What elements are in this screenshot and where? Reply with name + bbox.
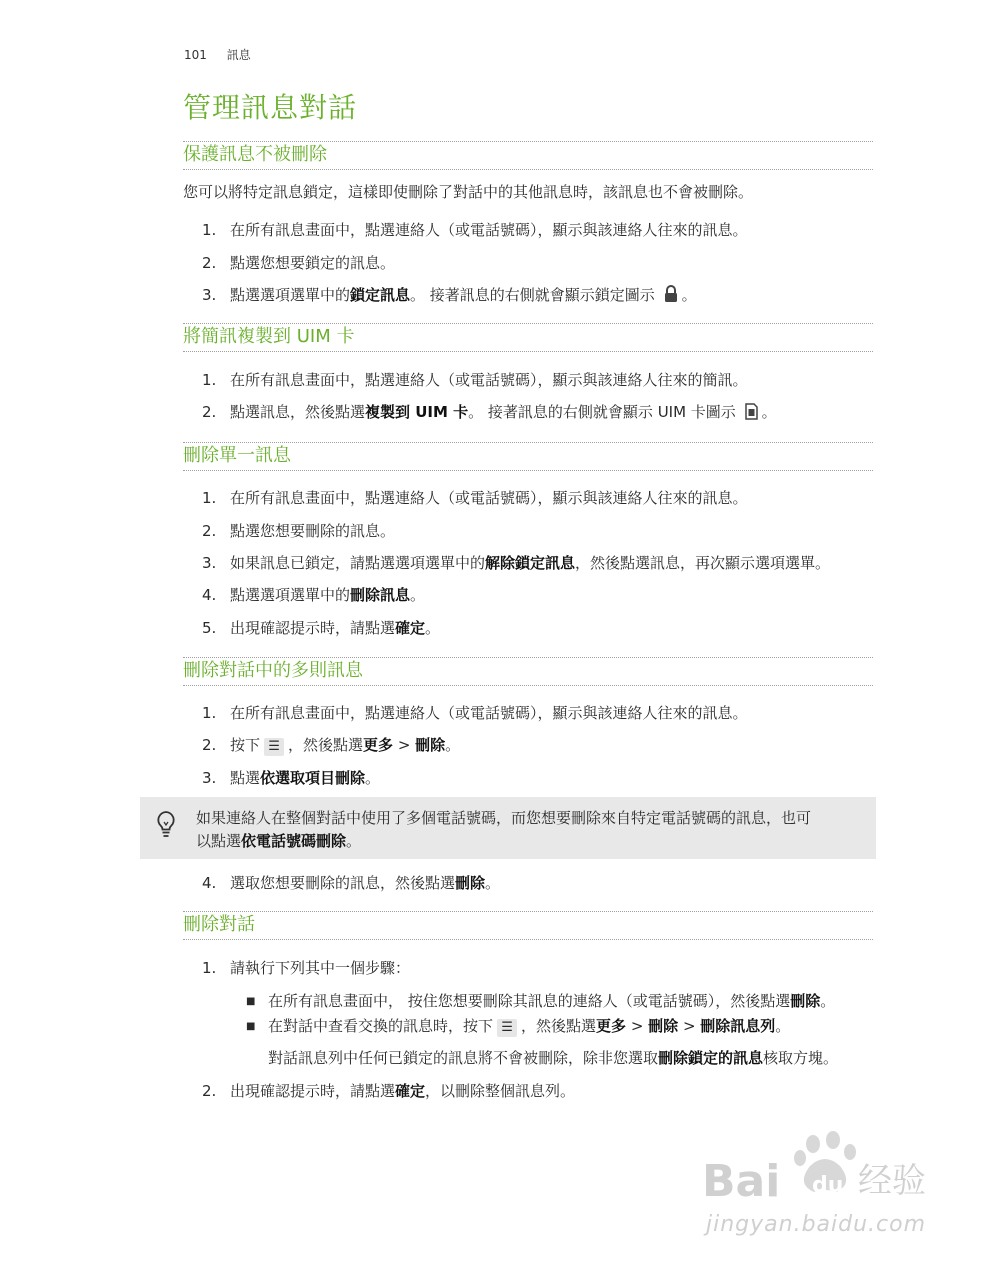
bullet-icon: ■ [246,1021,256,1032]
step-number: 3. [202,554,217,572]
step-text: 請執行下列其中一個步驟： [230,959,411,977]
step-text: 點選選項選單中的 [230,586,351,604]
svg-text:Bai: Bai [702,1156,781,1207]
bullet-text: 在對話中查看交換的訊息時，按下 [268,1017,494,1035]
step-text: 在所有訊息畫面中，點選連絡人（或電話號碼），顯示與該連絡人往來的訊息。 [230,489,748,507]
note-text: 對話訊息列中任何已鎖定的訊息將不會被刪除，除非您選取 [268,1049,659,1067]
menu-option-more: 更多 [363,736,394,754]
step-text: 點選您想要鎖定的訊息。 [230,254,396,272]
page-header [184,46,251,63]
step-text: 。 [761,403,777,421]
step-text: ，然後點選訊息，再次顯示選項選單。 [575,554,831,572]
step-text: 在所有訊息畫面中，點選連絡人（或電話號碼），顯示與該連絡人往來的訊息。 [230,221,748,239]
chapter-name: 訊息 [226,48,251,62]
step-number: 1. [202,371,217,389]
step-text: 出現確認提示時，請點選 [230,619,396,637]
menu-option-delete-by-selection: 依選取項目刪除 [260,769,366,787]
svg-text:du: du [812,1173,844,1198]
step-text: 。 [681,286,697,304]
step-text: 如果訊息已鎖定，請點選選項選單中的 [230,554,486,572]
uim-card-icon [745,403,758,424]
step-number: 1. [202,959,217,977]
step-text: ，以刪除整個訊息列。 [425,1082,576,1100]
step-text: 。 [425,619,441,637]
tip-text [196,830,361,851]
bullet-item [246,990,835,1011]
step-number: 1. [202,704,217,722]
menu-key-icon: ☰ [497,1019,517,1037]
checkbox-label-delete-locked: 刪除鎖定的訊息 [658,1049,764,1067]
step-text: 點選 [230,769,261,787]
step-text: 點選選項選單中的 [230,286,351,304]
menu-option-delete: 刪除 [790,992,821,1010]
tip-text-part: 。 [346,832,362,850]
section-heading-delete-conversation: 刪除對話 [183,911,873,940]
menu-option-delete-thread: 刪除訊息列 [700,1017,776,1035]
menu-option-delete: 刪除 [648,1017,679,1035]
lightbulb-icon [154,809,178,845]
step-text: 在所有訊息畫面中，點選連絡人（或電話號碼），顯示與該連絡人往來的簡訊。 [230,371,748,389]
list-item [202,252,395,273]
list-item [202,957,410,978]
section-heading-delete-single: 刪除單一訊息 [183,442,873,471]
step-number: 2. [202,522,217,540]
step-text: 出現確認提示時，請點選 [230,1082,396,1100]
watermark-url: jingyan.baidu.com [706,1212,927,1237]
menu-option-copy-uim: 複製到 UIM 卡 [365,403,469,421]
bullet-text: 在所有訊息畫面中， 按住您想要刪除其訊息的連絡人（或電話號碼），然後點選 [268,992,791,1010]
list-item [202,552,830,573]
separator: > [393,736,416,754]
step-text: 。 接著訊息的右側就會顯示鎖定圖示 [410,286,655,304]
menu-option-delete: 刪除 [415,736,446,754]
menu-option-delete-message: 刪除訊息 [350,586,411,604]
step-number: 4. [202,586,217,604]
confirm-option: 確定 [395,619,426,637]
menu-option-more: 更多 [596,1017,627,1035]
list-item [202,401,777,424]
step-text: 選取您想要刪除的訊息，然後點選 [230,874,456,892]
step-number: 2. [202,736,217,754]
bullet-text: 。 [775,1017,791,1035]
page-number: 101 [184,48,207,62]
baidu-watermark-logo [700,1130,940,1214]
step-text: ，然後點選 [288,736,364,754]
step-number: 2. [202,1082,217,1100]
list-item [202,584,425,605]
page-title: 管理訊息對話 [183,91,358,124]
menu-option-delete: 刪除 [455,874,486,892]
list-item [202,487,748,508]
list-item [202,219,748,240]
menu-option-lock-message: 鎖定訊息 [350,286,411,304]
list-item [202,734,460,756]
list-item [202,767,380,788]
step-number: 2. [202,403,217,421]
list-item [202,872,500,893]
list-item [202,520,395,541]
bullet-icon: ■ [246,996,256,1007]
step-number: 3. [202,286,217,304]
confirm-option: 確定 [395,1082,426,1100]
step-text: 。 [410,586,426,604]
step-number: 2. [202,254,217,272]
menu-option-unlock-message: 解除鎖定訊息 [485,554,576,572]
lock-icon [664,285,678,307]
step-text: 。 [365,769,381,787]
list-item [202,369,748,390]
menu-key-icon: ☰ [264,738,284,756]
separator: > [626,1017,649,1035]
list-item [202,284,697,307]
section-heading-delete-multiple: 刪除對話中的多則訊息 [183,657,873,686]
list-item [202,702,748,723]
step-text: 點選訊息，然後點選 [230,403,366,421]
menu-option-delete-by-number: 依電話號碼刪除 [241,832,347,850]
separator: > [678,1017,701,1035]
step-number: 1. [202,221,217,239]
step-text: 在所有訊息畫面中，點選連絡人（或電話號碼），顯示與該連絡人往來的訊息。 [230,704,748,722]
tip-box [140,797,876,859]
section-intro: 您可以將特定訊息鎖定，這樣即使刪除了對話中的其他訊息時，該訊息也不會被刪除。 [183,183,754,201]
list-item [202,1080,575,1101]
step-number: 1. [202,489,217,507]
step-number: 5. [202,619,217,637]
step-number: 3. [202,769,217,787]
list-item [202,617,440,638]
bullet-item [246,1015,790,1037]
section-heading-protect: 保護訊息不被刪除 [183,141,873,170]
bullet-note [268,1047,838,1068]
step-text: 。 [445,736,461,754]
note-text: 核取方塊。 [763,1049,839,1067]
step-text: 按下 [230,736,261,754]
svg-text:经验: 经验 [858,1161,926,1201]
step-text: 。 [485,874,501,892]
section-heading-copy-uim: 將簡訊複製到 UIM 卡 [183,323,873,352]
tip-text-part: 以點選 [196,832,242,850]
bullet-text: 。 [820,992,836,1010]
step-number: 4. [202,874,217,892]
bullet-text: ，然後點選 [521,1017,597,1035]
step-text: 點選您想要刪除的訊息。 [230,522,396,540]
tip-text: 如果連絡人在整個對話中使用了多個電話號碼，而您想要刪除來自特定電話號碼的訊息，也可 [196,809,812,827]
step-text: 。 接著訊息的右側就會顯示 UIM 卡圖示 [468,403,736,421]
